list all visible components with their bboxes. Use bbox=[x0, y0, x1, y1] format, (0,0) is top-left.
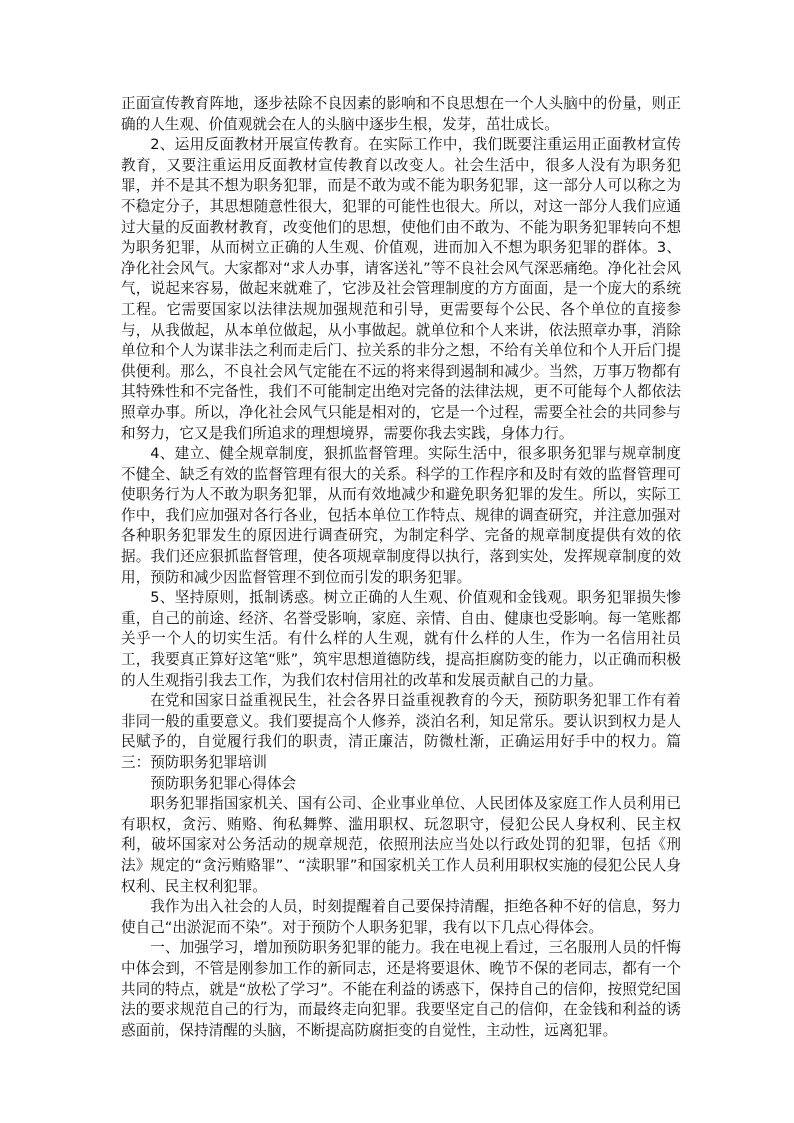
body-paragraph: 在党和国家日益重视民生，社会各界日益重视教育的今天，预防职务犯罪工作有着非同一般的重要意义。我们要提高个人修养，淡泊名利，知足常乐。要认识到权力是人民赋予的，自觉履行我们的职责，清正廉洁，防微杜渐，正确运用好手中的权力。篇三：预防职务犯罪培训 bbox=[121, 692, 681, 771]
body-paragraph: 5、坚持原则，抵制诱惑。树立正确的人生观、价值观和金钱观。职务犯罪损失惨重，自己的前途、经济、名誉受影响，家庭、亲情、自由、健康也受影响。每一笔账都关乎一个人的切实生活。有什么样的人生观，就有什么样的人生，作为一名信用社员工，我要真正算好这笔“账”，筑牢思想道德防线，提高拒腐防变的能力，以正确而积极的人生观指引我去工作，为我们农村信用社的改革和发展贡献自己的力量。 bbox=[121, 589, 681, 689]
body-paragraph: 我作为出入社会的人员，时刻提醒着自己要保持清醒，拒绝各种不好的信息，努力使自己“出淤泥而不染”。对于预防个人职务犯罪，我有以下几点心得体会。 bbox=[121, 898, 681, 936]
document-page bbox=[121, 94, 681, 1041]
body-paragraph: 正面宣传教育阵地，逐步祛除不良因素的影响和不良思想在一个人头脑中的份量，则正确的人生观、价值观就会在人的头脑中逐步生根，发芽，茁壮成长。 bbox=[121, 95, 681, 133]
body-paragraph: 预防职务犯罪心得体会 bbox=[150, 774, 297, 792]
body-paragraph: 职务犯罪指国家机关、国有公司、企业事业单位、人民团体及家庭工作人员利用已有职权，贪污、贿赂、徇私舞弊、滥用职权、玩忽职守，侵犯公民人身权利、民主权利，破坏国家对公务活动的规章规范，依照刑法应当处以行政处罚的犯罪，包括《刑法》规定的“贪污贿赂罪”、“渎职罪”和国家机关工作人员利用职权实施的侵犯公民人身权利、民主权利犯罪。 bbox=[121, 795, 681, 895]
body-paragraph: 4、建立、健全规章制度，狠抓监督管理。实际生活中，很多职务犯罪与规章制度不健全、缺乏有效的监督管理有很大的关系。科学的工作程序和及时有效的监督管理可使职务行为人不敢为职务犯罪，从而有效地减少和避免职务犯罪的发生。所以，实际工作中，我们应加强对各行各业，包括本单位工作特点、规律的调查研究，并注意加强对各种职务犯罪发生的原因进行调查研究，为制定科学、完备的规章制度提供有效的依据。我们还应狠抓监督管理，使各项规章制度得以执行，落到实处，发挥规章制度的效用，预防和减少因监督管理不到位而引发的职务犯罪。 bbox=[121, 445, 681, 586]
body-paragraph: 一、加强学习，增加预防职务犯罪的能力。我在电视上看过，三名服刑人员的忏悔中体会到，不管是刚参加工作的新同志，还是将要退休、晚节不保的老同志，都有一个共同的特点，就是“放松了学习”。不能在利益的诱惑下，保持自己的信仰，按照党纪国法的要求规范自己的行为，而最终走向犯罪。我要坚定自己的信仰，在金钱和利益的诱惑面前，保持清醒的头脑，不断提高防腐拒变的自觉性，主动性，远离犯罪。 bbox=[121, 939, 681, 1039]
body-paragraph: 2、运用反面教材开展宣传教育。在实际工作中，我们既要注重运用正面教材宣传教育，又要注重运用反面教材宣传教育以改变人。社会生活中，很多人没有为职务犯罪，并不是其不想为职务犯罪，而是不敢为或不能为职务犯罪，这一部分人可以称之为不稳定分子，其思想随意性很大，犯罪的可能性也很大。所以，对这一部分人我们应通过大量的反面教材教育，改变他们的思想，使他们由不敢为、不能为职务犯罪转向不想为职务犯罪，从而树立正确的人生观、价值观，进而加入不想为职务犯罪的群体。3、净化社会风气。大家都对“求人办事，请客送礼”等不良社会风气深恶痛绝。净化社会风气，说起来容易，做起来就难了，它涉及社会管理制度的方方面面，是一个庞大的系统工程。它需要国家以法律法规加强规范和引导，更需要每个公民、各个单位的直接参与，从我做起，从本单位做起，从小事做起。就单位和个人来讲，依法照章办事，消除单位和个人为谋非法之利而走后门、拉关系的非分之想，不给有关单位和个人开后门提供便利。那么，不良社会风气定能在不远的将来得到遏制和减少。当然，万事万物都有其特殊性和不完备性，我们不可能制定出绝对完备的法律法规，更不可能每个人都依法照章办事。所以，净化社会风气只能是相对的，它是一个过程，需要全社会的共同参与和努力，它又是我们所追求的理想境界，需要你我去实践，身体力行。 bbox=[121, 136, 681, 442]
